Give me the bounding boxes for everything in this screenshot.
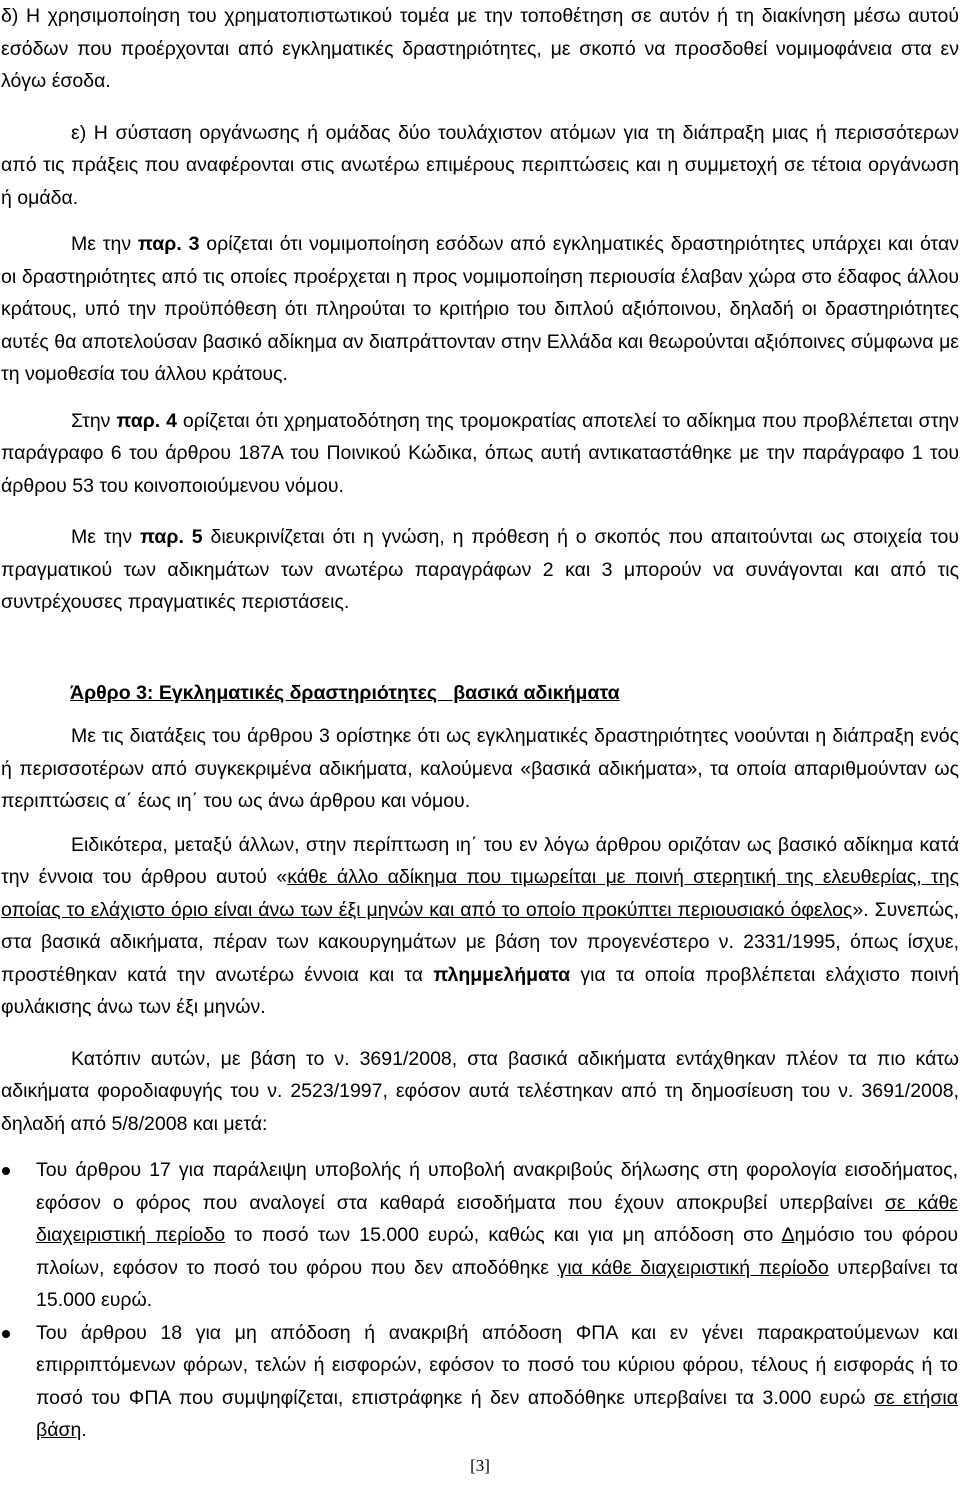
b2-text-b: . bbox=[81, 1419, 87, 1441]
section-heading-article-3: Άρθρο 3: Εγκληματικές δραστηριότητες βασικά αδικήματα bbox=[70, 681, 620, 704]
bullet-list bbox=[0, 1154, 960, 1447]
par3-ref: παρ. 3 bbox=[137, 233, 200, 255]
paragraph-e: ε) Η σύσταση οργάνωσης ή ομάδας δύο τουλάχιστον ατόμων για τη διάπραξη μιας ή περισσότερων από τις πράξεις που αναφέρονται στις ανωτέρω επιμέρους περιπτώσεις και η συμμετοχή σε τέτοια οργάνωση ή ομάδα. bbox=[1, 121, 959, 209]
art3-p2-text-a: Ειδικότερα, μεταξύ άλλων, στην περίπτωση ιη΄ του εν λόγω άρθρου οριζόταν ως βασικό αδίκημα κατά την έννοια του άρθρου αυτού « bbox=[1, 833, 959, 888]
art3-p2-text-b: ». Συνεπώς, στα βασικά αδικήματα, πέραν των κακουργημάτων με βάση τον προγενέστερο ν. 2331/1995, όπως ίσχυε, προστέθηκαν κατά την ανωτέρω έννοια και τα bbox=[1, 898, 959, 986]
paragraph-par3 bbox=[0, 228, 959, 391]
par5-ref: παρ. 5 bbox=[140, 526, 203, 548]
b1-underlined-2: Δ bbox=[781, 1224, 795, 1246]
article3-paragraph-2 bbox=[0, 829, 959, 1024]
b1-text-a: Του άρθρου 17 για παράλειψη υποβολής ή υποβολή ανακριβούς δήλωσης στη φορολογία εισοδήματος, εφόσον ο φόρος που αναλογεί στα καθαρά εισοδήματα που έχουν αποκρυβεί υπερβαίνει bbox=[36, 1159, 958, 1214]
par3-text: ορίζεται ότι νομιμοποίηση εσόδων από εγκληματικές δραστηριότητες υπάρχει και όταν οι δραστηριότητες από τις οποίες προέρχεται η προς νομιμοποίηση περιουσία έλαβαν χώρα στο έδαφος άλλου κράτους, υπό την προϋπόθεση ότι πληρούται το κριτήριο του διπλού αξιόποινου, δηλαδή οι δραστηριότητες αυτές θα αποτελούσαν βασικό αδίκημα αν διαπράττονταν στην Ελλάδα και θεωρούνται αξιόποινες σύμφωνα με τη νομοθεσία του άλλου κράτους. bbox=[1, 233, 959, 385]
par4-ref: παρ. 4 bbox=[116, 409, 177, 432]
paragraph-par5 bbox=[0, 521, 959, 619]
par5-lead: Με την bbox=[71, 526, 141, 548]
b1-underlined-1: σε κάθε διαχειριστική περίοδο bbox=[36, 1191, 958, 1246]
article3-paragraph-1: Με τις διατάξεις του άρθρου 3 ορίστηκε ότι ως εγκληματικές δραστηριότητες νοούνται η διάπραξη ενός ή περισσοτέρων από συγκεκριμένα αδικήματα, καλούμενα «βασικά αδικήματα», τα οποία απαριθμούνταν ως περιπτώσεις α΄ έως ιη΄ του ως άνω άρθρου και νόμου. bbox=[1, 725, 959, 812]
bullet-item-article-18 bbox=[0, 1317, 958, 1447]
b1-text-d: υπερβαίνει τα 15.000 ευρώ. bbox=[36, 1256, 958, 1311]
paragraph-d: δ) Η χρησιμοποίηση του χρηματοπιστωτικού τομέα με την τοποθέτηση σε αυτόν ή τη διακίνηση μέσω αυτού εσόδων που προέρχονται από εγκληματικές δραστηριότητες, με σκοπό να προσδοθεί νομιμοφάνεια στα εν λόγω έσοδα. bbox=[1, 5, 959, 92]
art3-p2-bold: πλημμελήματα bbox=[433, 963, 571, 986]
bullet-item-article-17 bbox=[0, 1154, 958, 1317]
page-number: [3] bbox=[470, 1456, 490, 1475]
bullet-icon bbox=[2, 1167, 10, 1175]
b1-underlined-3: για κάθε διαχειριστική περίοδο bbox=[557, 1256, 829, 1279]
b1-text-c: ημόσιο του φόρου πλοίων, εφόσον το ποσό του φόρου που δεν αποδόθηκε bbox=[36, 1224, 958, 1279]
b1-text-b: το ποσό των 15.000 ευρώ, καθώς και για μη απόδοση στο bbox=[225, 1224, 782, 1246]
b2-underlined: σε ετήσια βάση bbox=[36, 1386, 959, 1441]
paragraph-par4 bbox=[0, 405, 959, 503]
b2-text-a: Του άρθρου 18 για μη απόδοση ή ανακριβή απόδοση ΦΠΑ και εν γένει παρακρατούμενων και επιρριπτόμενων φόρων, τελών ή εισφορών, εφόσον το ποσό του κύριου φόρου, τέλους ή εισφοράς ή το ποσό του ΦΠΑ που συμψηφίζεται, επιστράφηκε ή δεν αποδόθηκε υπερβαίνει τα 3.000 ευρώ bbox=[36, 1321, 958, 1409]
par3-lead: Με την bbox=[71, 233, 138, 255]
par5-text: διευκρινίζεται ότι η γνώση, η πρόθεση ή ο σκοπός που απαιτούνται ως στοιχεία του πραγματικού των αδικημάτων των ανωτέρω παραγράφων 2 και 3 μπορούν να συνάγονται και από τις συντρέχουσες πραγματικές περιστάσεις. bbox=[1, 526, 959, 613]
par4-lead: Στην bbox=[71, 409, 117, 432]
article3-paragraph-3: Κατόπιν αυτών, με βάση το ν. 3691/2008, στα βασικά αδικήματα εντάχθηκαν πλέον τα πιο κάτω αδικήματα φοροδιαφυγής του ν. 2523/1997, εφόσον αυτά τελέστηκαν από τη δημοσίευση του ν. 3691/2008, δηλαδή από 5/8/2008 και μετά: bbox=[1, 1047, 959, 1135]
art3-p2-text-c: για τα οποία προβλέπεται ελάχιστο ποινή φυλάκισης άνω των έξι μηνών. bbox=[1, 963, 959, 1018]
art3-p2-underlined: κάθε άλλο αδίκημα που τιμωρείται με ποινή στερητική της ελευθερίας, της οποίας το ελάχιστο όριο είναι άνω των έξι μηνών και από το οποίο προκύπτει περιουσιακό όφελος bbox=[1, 866, 959, 921]
bullet-icon bbox=[2, 1330, 10, 1338]
par4-text: ορίζεται ότι χρηματοδότηση της τρομοκρατίας αποτελεί το αδίκημα που προβλέπεται στην παράγραφο 6 του άρθρου 187Α του Ποινικού Κώδικα, όπως αυτή αντικαταστάθηκε με την παράγραφο 1 του άρθρου 53 του κοινοποιούμενου νόμου. bbox=[1, 409, 959, 497]
